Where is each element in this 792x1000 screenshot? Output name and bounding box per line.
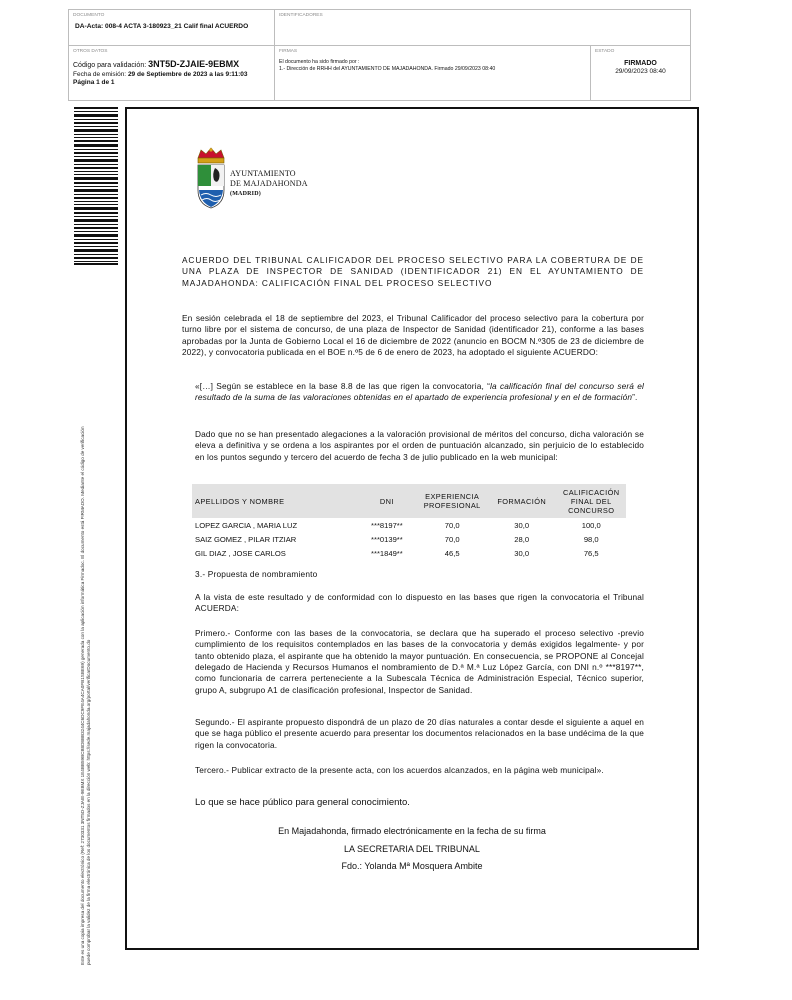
vertical-text-line-2: puede comprobar la validez de la firma electrónica de los documentos firmados en la dirección web: https://sede.majadahonda.org/portal/verificarDocumento.do bbox=[86, 639, 92, 965]
emission-date-value: 29 de Septiembre de 2023 a las 9:11:03 bbox=[127, 70, 248, 78]
header-formacion: FORMACIÓN bbox=[487, 484, 557, 518]
estado-date: 29/09/2023 08:40 bbox=[615, 68, 666, 76]
quote-italic: la calificación final del concurso será el resultado de la suma de las valoraciones obtenidas en el apartado de experiencia profesional y en el de formación bbox=[195, 381, 644, 403]
validation-code-value: 3NT5D-ZJAIE-9EBMX bbox=[148, 59, 240, 70]
cell-experiencia: 70,0 bbox=[444, 534, 460, 544]
otros-datos-label: OTROS DATOS bbox=[73, 49, 108, 54]
document-heading: ACUERDO DEL TRIBUNAL CALIFICADOR DEL PROCESO SELECTIVO PARA LA COBERTURA DE DE UNA PLAZA DE INSPECTOR DE SANIDAD (IDENTIFICADOR 21) EN EL AYUNTAMIENTO DE MAJADAHONDA: CALIFICACIÓN FINAL DEL PROCESO SELECTIVO bbox=[182, 255, 644, 288]
validation-code-label: Código para validación: bbox=[73, 62, 147, 70]
cell-name: SAIZ GOMEZ , PILAR ITZIAR bbox=[195, 534, 297, 544]
quote-end: ”. bbox=[632, 392, 638, 403]
cell-name: LOPEZ GARCIA , MARIA LUZ bbox=[195, 520, 298, 530]
table-row bbox=[192, 518, 626, 532]
cell-calificacion: 98,0 bbox=[583, 534, 599, 544]
otros-datos-cell bbox=[69, 46, 275, 101]
estado-label: ESTADO bbox=[595, 49, 615, 54]
table-row bbox=[192, 546, 626, 560]
signature-line-2: LA SECRETARIA DEL TRIBUNAL bbox=[344, 843, 480, 854]
signature-line-1: En Majadahonda, firmado electrónicamente en la fecha de su firma bbox=[278, 826, 546, 836]
cell-experiencia: 70,0 bbox=[444, 520, 460, 530]
paragraph-primero: Primero.- Conforme con las bases de la convocatoria, se declara que ha superado el proceso selectivo -previo cumplimiento de los requisitos contemplados en las bases de la convocatoria y demás exigidos legalmente- y por tanto obtenido plaza, el aspirante que ha obtenido la mayor puntuación. En consecuencia, se PROPONE al Concejal delegado de Hacienda y Recursos Humanos el nombramiento de D.ª M.ª Luz López García, con DNI n.º ***8197**, como funcionaria de carrera perteneciente a la Subescala Técnica de Administración Especial, Técnico superior, grupo A, subgrupo A1 de clasificación profesional, Inspector de Sanidad. bbox=[195, 628, 644, 695]
identificadores-cell bbox=[275, 10, 690, 46]
header-dni: DNI bbox=[356, 484, 417, 518]
emission-date-line bbox=[73, 71, 270, 79]
municipality-logo-text bbox=[230, 169, 340, 199]
paragraph-valoracion: Dado que no se han presentado alegaciones a la valoración provisional de méritos del concurso, dicha valoración se eleva a definitiva y se ordena a los aspirantes por el orden de puntuación alcanzado, sin perjuicio de lo establecido en los puntos segundo y tercero del acuerdo de fecha 3 de julio publicado en la web municipal: bbox=[195, 429, 644, 462]
barcode-icon bbox=[74, 107, 118, 265]
signature-line-3: Fdo.: Yolanda Mª Mosquera Ambite bbox=[341, 861, 483, 872]
firmas-label: FIRMAS bbox=[279, 49, 298, 54]
table-row bbox=[192, 532, 626, 546]
paragraph-session: En sesión celebrada el 18 de septiembre del 2023, el Tribunal Calificador del proceso selectivo para la cobertura por turno libre por el sistema de concurso, de una plaza de Inspector de Sanidad (identificador 21), conforme a las bases aprobadas por la Junta de Gobierno Local el 16 de diciembre de 2022 (anuncio en BOCM N.º305 de 23 de diciembre de 2022), y convocatoria publicada en el BOE n.º5 de 6 de enero de 2023, ha adoptado el siguiente ACUERDO: bbox=[182, 313, 644, 358]
cell-name: GIL DIAZ , JOSE CARLOS bbox=[195, 548, 286, 558]
cell-calificacion: 76,5 bbox=[583, 548, 599, 558]
firmas-line-2: 1.- Dirección de RRHH del AYUNTAMIENTO DE MAJADAHONDA. Firmado 29/09/2023 08:40 bbox=[279, 65, 496, 72]
documento-cell bbox=[69, 10, 275, 46]
vertical-verification-text bbox=[80, 275, 92, 965]
validation-code-line bbox=[73, 59, 270, 71]
logo-line-1: AYUNTAMIENTO bbox=[230, 169, 296, 178]
paragraph-quote bbox=[195, 381, 644, 404]
cell-formacion: 30,0 bbox=[514, 548, 530, 558]
cell-formacion: 28,0 bbox=[514, 534, 530, 544]
signature-block bbox=[195, 823, 629, 876]
quote-start: «[…] Según se establece en la base 8.8 de las que rigen la convocatoria, “ bbox=[195, 381, 491, 391]
firmas-cell bbox=[275, 46, 591, 101]
cell-experiencia: 46,5 bbox=[444, 548, 460, 558]
document-metadata-box bbox=[68, 9, 691, 101]
coat-of-arms-icon bbox=[195, 146, 227, 210]
cell-dni: ***0139** bbox=[371, 534, 403, 544]
header-apellidos: APELLIDOS Y NOMBRE bbox=[192, 484, 356, 518]
results-table bbox=[192, 484, 626, 560]
cell-formacion: 30,0 bbox=[514, 520, 530, 530]
page-counter: Página 1 de 1 bbox=[73, 79, 115, 87]
header-experiencia: EXPERIENCIA PROFESIONAL bbox=[417, 484, 487, 518]
estado-status bbox=[595, 59, 686, 77]
paragraph-tercero: Tercero.- Publicar extracto de la presente acta, con los acuerdos alcanzados, en la página web municipal». bbox=[195, 765, 604, 775]
identificadores-label: IDENTIFICADORES bbox=[279, 13, 323, 18]
logo-line-2: DE MAJADAHONDA bbox=[230, 179, 308, 188]
estado-value: FIRMADO bbox=[624, 60, 657, 68]
section-3-title: 3.- Propuesta de nombramiento bbox=[195, 569, 318, 579]
firmas-line-1: El documento ha sido firmado por : bbox=[279, 59, 360, 66]
header-calificacion: CALIFICACIÓN FINAL DEL CONCURSO bbox=[556, 484, 626, 518]
estado-cell bbox=[591, 46, 690, 101]
paragraph-segundo: Segundo.- El aspirante propuesto dispondrá de un plazo de 20 días naturales a contar desde el siguiente a aquel en que se haga público el presente acuerdo para presentar los documentos relacionados en la base undécima de la que rigen la convocatoria. bbox=[195, 717, 644, 750]
closing-statement: Lo que se hace público para general conocimiento. bbox=[195, 797, 410, 808]
paragraph-acuerda: A la vista de este resultado y de conformidad con lo dispuesto en las bases que rigen la convocatoria el Tribunal ACUERDA: bbox=[195, 592, 644, 614]
vertical-text-line-1: Este es una copia impresa del documento electrónico (Ref: 2730331 3NT5D-ZJAIE-9EBMX 1E4BB59BCB8D8BB3244C6DC9FE4A4CA0FB1SBE69) generada con la aplicación informática Firmadoc. El documento está FIRMADO. Mediante el código de verificación bbox=[80, 426, 85, 965]
documento-value: DA-Acta: 008-4 ACTA 3-180923_21 Calif final ACUERDO bbox=[75, 23, 249, 31]
cell-dni: ***1849** bbox=[371, 548, 403, 558]
table-header-row bbox=[192, 484, 626, 518]
emission-date-label: Fecha de emisión: bbox=[73, 70, 127, 78]
cell-dni: ***8197** bbox=[371, 520, 403, 530]
cell-calificacion: 100,0 bbox=[581, 520, 601, 530]
logo-line-3: (MADRID) bbox=[230, 191, 261, 197]
documento-label: DOCUMENTO bbox=[73, 13, 105, 18]
